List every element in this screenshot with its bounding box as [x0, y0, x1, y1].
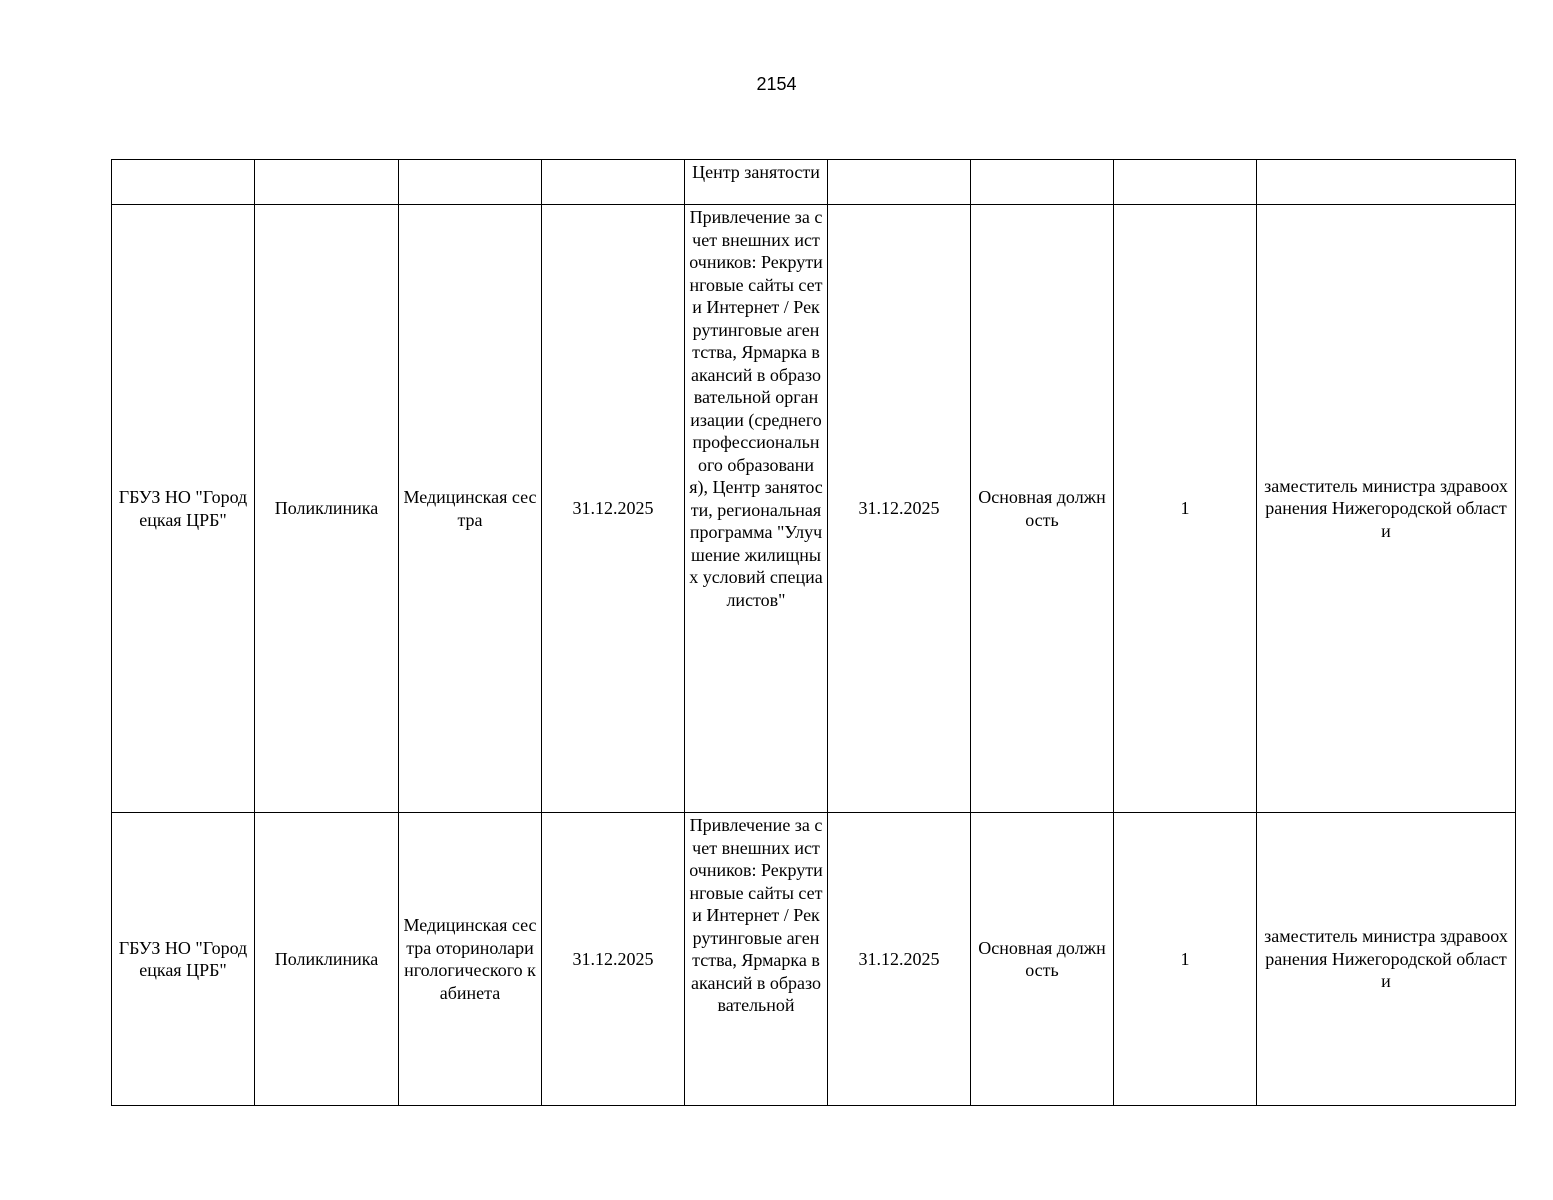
sources-cell: Привлечение за счет внешних источников: Рекрутинговые сайты сети Интернет / Рекрутинговые агентства, Ярмарка вакансий в образовательной: [685, 813, 828, 1106]
fill-date-cell: 31.12.2025: [828, 813, 971, 1106]
division-cell: Поликлиника: [255, 205, 399, 813]
division-cell: [255, 160, 399, 205]
page-number: 2154: [756, 74, 797, 94]
fill-date-cell: [828, 160, 971, 205]
deadline-cell: [542, 160, 685, 205]
table-row: [112, 205, 1516, 813]
count-cell: 1: [1114, 205, 1257, 813]
responsible-cell: заместитель министра здравоохранения Нижегородской области: [1257, 813, 1516, 1106]
deadline-cell: 31.12.2025: [542, 205, 685, 813]
count-cell: [1114, 160, 1257, 205]
deadline-cell: 31.12.2025: [542, 813, 685, 1106]
org-cell: ГБУЗ НО "Городецкая ЦРБ": [112, 813, 255, 1106]
position-cell: [399, 160, 542, 205]
position-cell: Медицинская сестра: [399, 205, 542, 813]
count-cell: 1: [1114, 813, 1257, 1106]
org-cell: ГБУЗ НО "Городецкая ЦРБ": [112, 205, 255, 813]
position-type-cell: Основная должность: [971, 813, 1114, 1106]
position-cell: Медицинская сестра оториноларингологического кабинета: [399, 813, 542, 1106]
sources-cell: Центр занятости: [685, 160, 828, 205]
responsible-cell: [1257, 160, 1516, 205]
division-cell: Поликлиника: [255, 813, 399, 1106]
sources-cell: Привлечение за счет внешних источников: Рекрутинговые сайты сети Интернет / Рекрутинговые агентства, Ярмарка вакансий в образовательной организации (среднего профессионального образования), Центр занятости, региональная программа "Улучшение жилищных условий специалистов": [685, 205, 828, 813]
table-row: [112, 160, 1516, 205]
responsible-cell: заместитель министра здравоохранения Нижегородской области: [1257, 205, 1516, 813]
fill-date-cell: 31.12.2025: [828, 205, 971, 813]
position-type-cell: [971, 160, 1114, 205]
position-type-cell: Основная должность: [971, 205, 1114, 813]
table-row: [112, 813, 1516, 1106]
org-cell: [112, 160, 255, 205]
staffing-table: [111, 159, 1516, 1106]
